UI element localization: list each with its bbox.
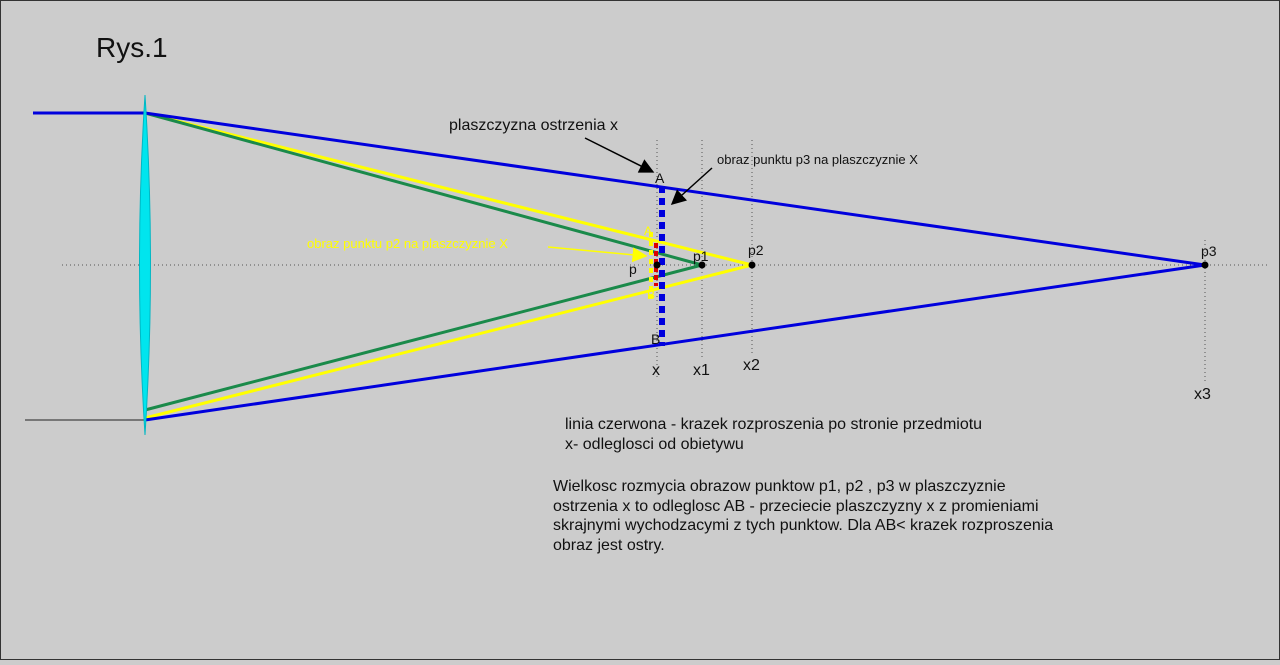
blue-ray-top: [145, 113, 1205, 265]
label-x2: x2: [743, 357, 760, 374]
label-small-A: A: [644, 224, 653, 238]
description-line-3: skrajnymi wychodzacymi z tych punktow. Dla AB< krazek rozproszenia: [553, 517, 1054, 534]
legend-line-1: linia czerwona - krazek rozproszenia po stronie przedmiotu: [565, 416, 983, 433]
legend-line-2: x- odleglosci od obietywu: [565, 436, 744, 453]
blue-ray-bottom: [145, 265, 1205, 420]
point-p2-dot: [749, 262, 756, 269]
p3-image-note: obraz punktu p3 na plaszczyznie X: [717, 152, 918, 167]
label-A: A: [655, 170, 665, 186]
p2-image-note: obraz punktu p2 na plaszczyznie X: [307, 236, 508, 251]
lens-shape: [140, 95, 151, 435]
description-line-1: Wielkosc rozmycia obrazow punktow p1, p2 , p3 w plaszczyznie: [553, 478, 1006, 495]
focus-plane-label: plaszczyzna ostrzenia x: [449, 117, 618, 134]
label-p: p: [629, 261, 637, 277]
focus-plane-arrow: [585, 138, 653, 172]
p2-image-arrow: [548, 247, 646, 256]
label-small-B: B: [647, 288, 656, 302]
figure-title: Rys.1: [96, 32, 168, 63]
point-p3-dot: [1202, 262, 1209, 269]
label-p2: p2: [748, 242, 764, 258]
label-B: B: [651, 331, 661, 347]
label-x1: x1: [693, 362, 710, 379]
description-line-4: obraz jest ostry.: [553, 537, 665, 554]
point-p-dot: [654, 262, 661, 269]
label-x: x: [652, 362, 660, 379]
label-x3: x3: [1194, 386, 1211, 403]
frame: [1, 1, 1280, 660]
label-p3: p3: [1201, 243, 1217, 259]
green-ray-bottom: [145, 265, 702, 410]
p3-image-arrow: [672, 168, 712, 204]
label-p1: p1: [693, 248, 709, 264]
description-line-2: ostrzenia x to odleglosc AB - przeciecie plaszczyzny x z promieniami: [553, 498, 1039, 515]
